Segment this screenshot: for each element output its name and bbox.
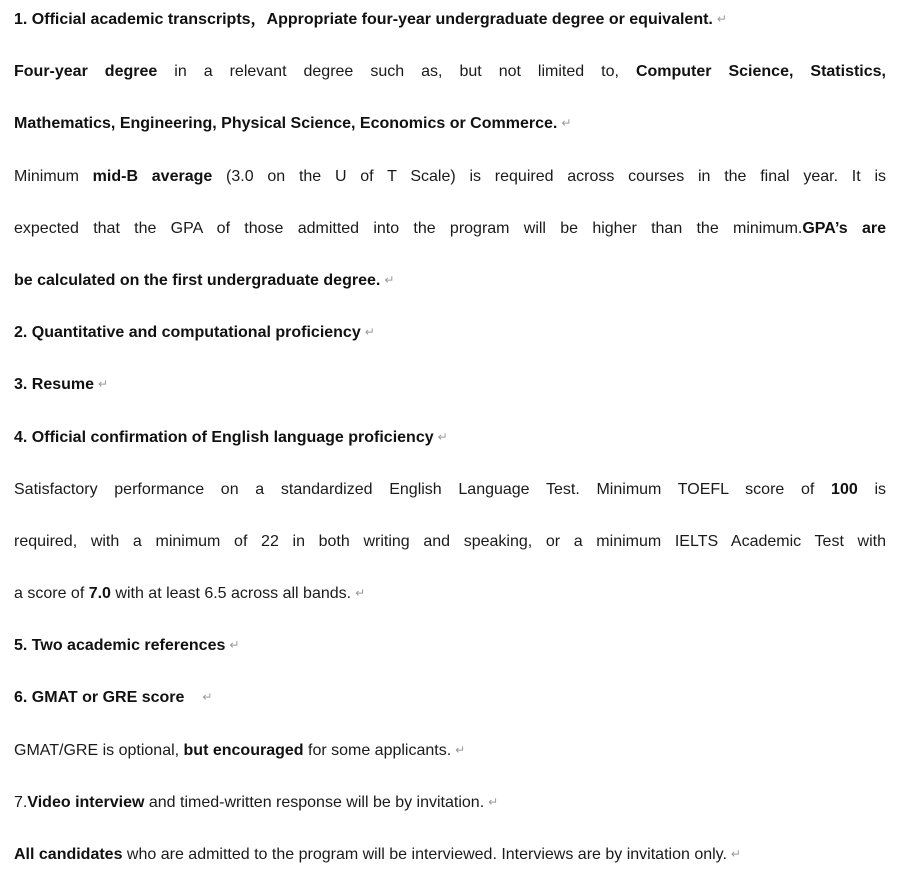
degree-text: in a relevant degree such as, but not limited to,	[157, 63, 636, 81]
english-text-4: a score of	[14, 585, 89, 603]
video-prefix: 7.	[14, 793, 28, 811]
gmat-line	[14, 736, 886, 788]
gpa-text-2: (3.0 on the U of T Scale) is required across courses in the final year. It is	[212, 167, 886, 185]
english-text-3: required, with a minimum of 22 in both writing and speaking, or a minimum IELTS Academic Test with	[14, 532, 886, 550]
gpa-line-2	[14, 214, 886, 266]
gpa-text-1: Minimum	[14, 167, 93, 185]
english-text-2: is	[857, 480, 886, 498]
gmat-text-1: GMAT/GRE is optional,	[14, 741, 184, 759]
english-line-2	[14, 527, 886, 579]
paragraph-mark-icon: ↵	[229, 638, 240, 653]
english-line-1	[14, 475, 886, 527]
english-text-5: with at least 6.5 across all bands.	[110, 585, 352, 603]
degree-fields-1: Computer Science, Statistics,	[635, 63, 886, 81]
references-line	[14, 631, 886, 683]
degree-fields-2: Mathematics, Engineering, Physical Science, Economics or Commerce.	[14, 115, 558, 133]
transcripts-heading: 1. Official academic transcripts，Appropriate four-year undergraduate degree or equivalent.	[14, 11, 713, 28]
gmat-bold: but encouraged	[183, 741, 304, 759]
gpa-bold-3: be calculated on the first undergraduate degree.	[14, 271, 381, 289]
degree-bold: Four-year degree	[14, 63, 158, 81]
transcripts-heading-line	[14, 5, 886, 57]
resume-line	[14, 370, 886, 422]
references-heading: 5. Two academic references	[14, 637, 226, 655]
paragraph-mark-icon: ↵	[455, 742, 466, 757]
paragraph-mark-icon: ↵	[730, 847, 741, 861]
paragraph-mark-icon: ↵	[561, 116, 572, 131]
paragraph-mark-icon: ↵	[364, 325, 375, 340]
gmat-text-2: for some applicants.	[303, 741, 452, 759]
resume-heading: 3. Resume	[14, 376, 95, 394]
paragraph-mark-icon: ↵	[716, 12, 727, 26]
gpa-line-1	[14, 162, 886, 214]
english-heading: 4. Official confirmation of English language proficiency	[14, 428, 434, 446]
paragraph-mark-icon: ↵	[202, 690, 213, 705]
video-bold: Video interview	[27, 793, 145, 811]
quantitative-heading: 2. Quantitative and computational proficiency	[14, 324, 361, 342]
english-line-3	[14, 579, 886, 631]
gpa-line-3	[14, 266, 886, 318]
paragraph-mark-icon: ↵	[98, 377, 109, 392]
paragraph-mark-icon: ↵	[384, 272, 395, 287]
quantitative-line	[14, 318, 886, 370]
paragraph-mark-icon: ↵	[355, 586, 366, 601]
candidates-line	[14, 840, 886, 892]
candidates-bold: All candidates	[14, 846, 123, 863]
paragraph-mark-icon: ↵	[488, 794, 499, 809]
english-heading-line	[14, 423, 886, 475]
gpa-bold: mid-B average	[92, 167, 213, 185]
english-text-1: Satisfactory performance on a standardized English Language Test. Minimum TOEFL score of	[14, 480, 832, 498]
degree-line-2	[14, 109, 886, 161]
video-line	[14, 788, 886, 840]
degree-line-1	[14, 57, 886, 109]
video-text: and timed-written response will be by invitation.	[144, 793, 485, 811]
ielts-score: 7.0	[88, 585, 111, 603]
gpa-text-3: expected that the GPA of those admitted into the program will be higher than the minimum.	[14, 219, 803, 237]
candidates-text: who are admitted to the program will be interviewed. Interviews are by invitation only.	[122, 846, 727, 863]
gmat-heading: 6. GMAT or GRE score	[14, 689, 185, 707]
gmat-heading-line	[14, 683, 886, 735]
toefl-score: 100	[831, 480, 858, 498]
gpa-bold-2: GPA’s are	[802, 219, 886, 237]
paragraph-mark-icon: ↵	[437, 429, 448, 444]
